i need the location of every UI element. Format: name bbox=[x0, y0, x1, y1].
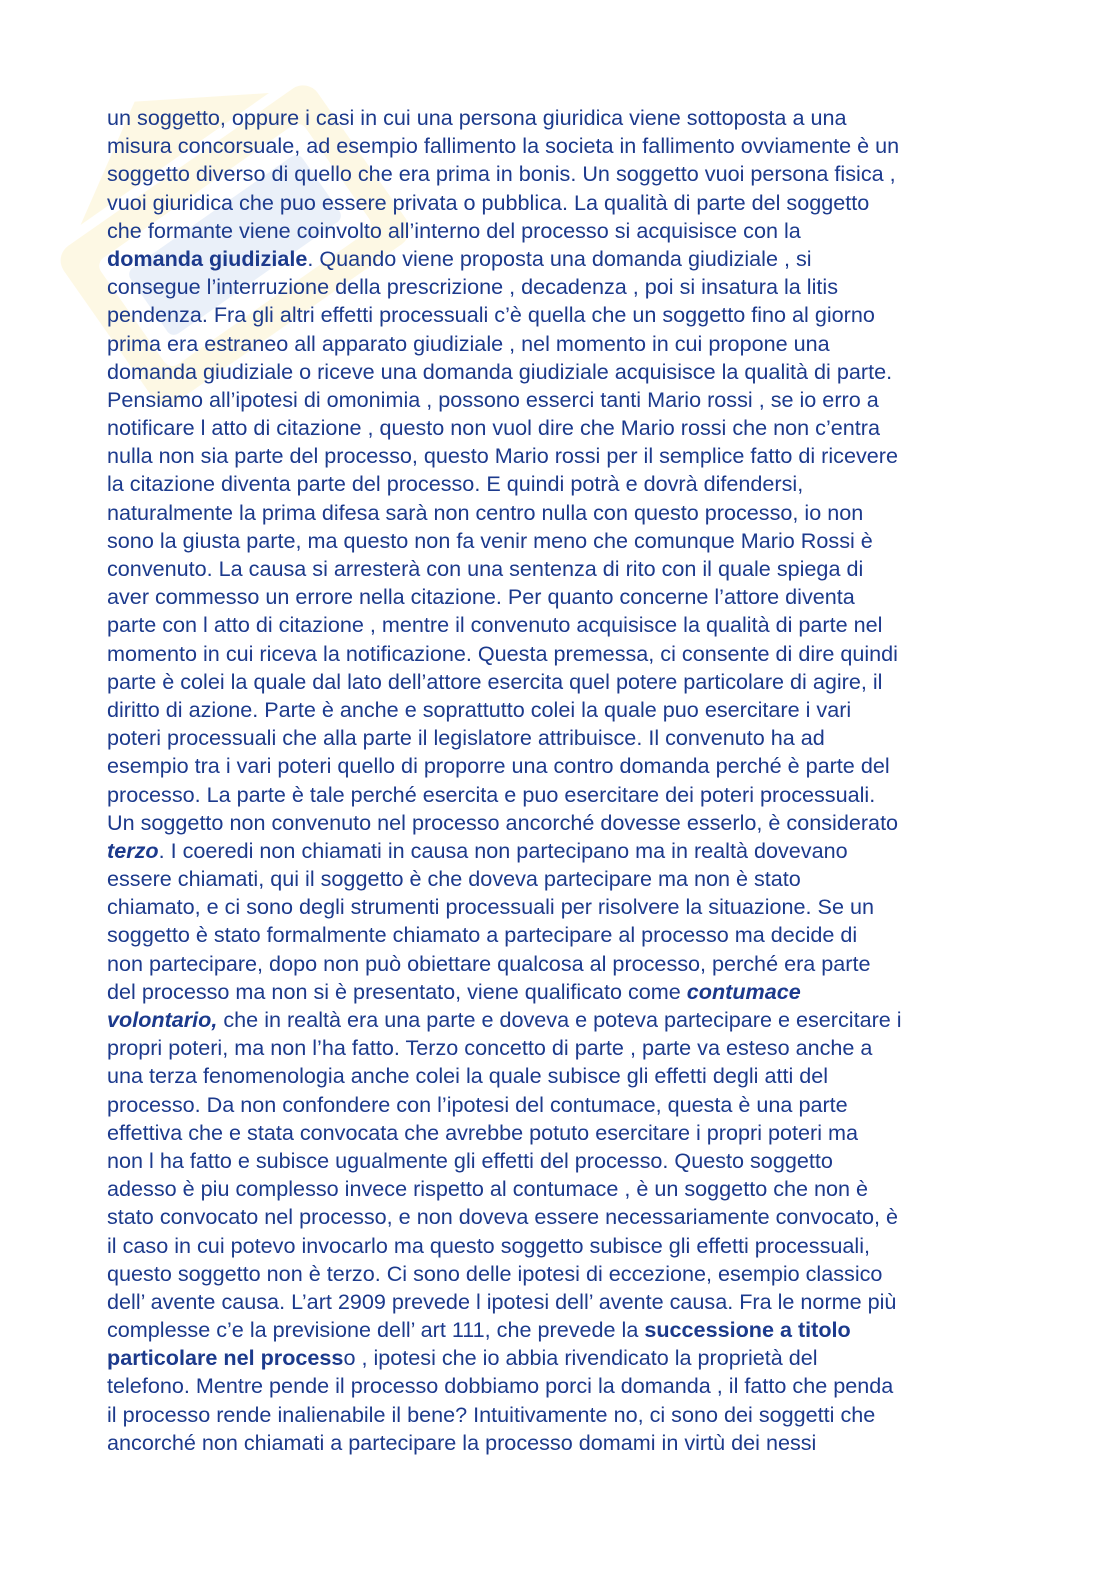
text-line bbox=[107, 640, 1017, 668]
text-line bbox=[107, 668, 1017, 696]
text-run: il processo rende inalienabile il bene? Intuitivamente no, ci sono dei soggetti che bbox=[107, 1401, 876, 1427]
text-line bbox=[107, 1372, 1017, 1400]
text-run: complesse c’e la previsione dell’ art 111, che prevede la bbox=[107, 1317, 645, 1343]
text-line bbox=[107, 1203, 1017, 1231]
text-line bbox=[107, 1401, 1017, 1429]
text-line bbox=[107, 499, 1017, 527]
text-run: un soggetto, oppure i casi in cui una persona giuridica viene sottoposta a una bbox=[107, 105, 847, 130]
text-line bbox=[107, 358, 1017, 386]
text-line bbox=[107, 301, 1017, 329]
text-line bbox=[107, 132, 1017, 160]
text-run: nulla non sia parte del processo, questo Mario rossi per il semplice fatto di ricevere bbox=[107, 443, 898, 469]
text-line bbox=[107, 865, 1017, 893]
text-run: essere chiamati, qui il soggetto è che doveva partecipare ma non è stato bbox=[107, 866, 801, 892]
text-line bbox=[107, 555, 1017, 583]
text-line bbox=[107, 583, 1017, 611]
text-run: del processo ma non si è presentato, viene qualificato come bbox=[107, 978, 687, 1004]
text-run: telefono. Mentre pende il processo dobbiamo porci la domanda , il fatto che penda bbox=[107, 1373, 894, 1399]
text-line bbox=[107, 1429, 1017, 1457]
text-run: domanda giudiziale o riceve una domanda giudiziale acquisisce la qualità di parte. bbox=[107, 358, 893, 384]
text-run: notificare l atto di citazione , questo non vuol dire che Mario rossi che non c’entra bbox=[107, 415, 880, 441]
text-run: effettiva che e stata convocata che avrebbe potuto esercitare i propri poteri ma bbox=[107, 1119, 859, 1145]
text-run: diritto di azione. Parte è anche e soprattutto colei la quale puo esercitare i vari bbox=[107, 696, 852, 722]
text-run: misura concorsuale, ad esempio fallimento la societa in fallimento ovviamente è un bbox=[107, 133, 900, 159]
text-line bbox=[107, 217, 1017, 245]
text-run: che in realtà era una parte e doveva e poteva partecipare e esercitare i bbox=[217, 1007, 902, 1032]
text-line bbox=[107, 1034, 1017, 1062]
text-line bbox=[107, 104, 1017, 132]
text-run: questo soggetto non è terzo. Ci sono delle ipotesi di eccezione, esempio classico bbox=[107, 1260, 883, 1286]
bold-term: domanda giudiziale bbox=[107, 245, 308, 271]
text-line bbox=[107, 950, 1017, 978]
text-run: parte è colei la quale dal lato dell’attore esercita quel potere particolare di agire, il bbox=[107, 668, 883, 694]
bold-term: successione a titolo bbox=[644, 1317, 851, 1343]
text-run: che formante viene coinvolto all’interno del processo si acquisisce con la bbox=[107, 217, 801, 243]
text-line bbox=[107, 978, 1017, 1006]
text-run: o , ipotesi che io abbia rivendicato la proprietà del bbox=[343, 1345, 818, 1371]
text-line bbox=[107, 245, 1017, 273]
text-run: parte con l atto di citazione , mentre il convenuto acquisisce la qualità di parte nel bbox=[107, 612, 883, 638]
text-line bbox=[107, 696, 1017, 724]
text-line bbox=[107, 414, 1017, 442]
text-run: prima era estraneo all apparato giudiziale , nel momento in cui propone una bbox=[107, 330, 830, 356]
text-line bbox=[107, 1175, 1017, 1203]
text-run: dell’ avente causa. L’art 2909 prevede l ipotesi dell’ avente causa. Fra le norme più bbox=[107, 1288, 897, 1314]
text-line bbox=[107, 921, 1017, 949]
text-line bbox=[107, 724, 1017, 752]
text-line bbox=[107, 1316, 1017, 1344]
text-run: soggetto diverso di quello che era prima in bonis. Un soggetto vuoi persona fisica , bbox=[107, 161, 896, 187]
text-line bbox=[107, 1006, 1017, 1034]
text-run: chiamato, e ci sono degli strumenti processuali per risolvere la situazione. Se un bbox=[107, 894, 874, 920]
text-run: soggetto è stato formalmente chiamato a partecipare al processo ma decide di bbox=[107, 922, 858, 948]
text-line bbox=[107, 1091, 1017, 1119]
text-run: processo. Da non confondere con l’ipotesi del contumace, questa è una parte bbox=[107, 1091, 848, 1117]
text-line bbox=[107, 1062, 1017, 1090]
text-run: esempio tra i vari poteri quello di proporre una contro domanda perché è parte del bbox=[107, 753, 890, 779]
text-run: Un soggetto non convenuto nel processo ancorché dovesse esserlo, è considerato bbox=[107, 809, 899, 835]
text-line bbox=[107, 160, 1017, 188]
text-run: non l ha fatto e subisce ugualmente gli effetti del processo. Questo soggetto bbox=[107, 1147, 833, 1173]
text-line bbox=[107, 470, 1017, 498]
text-run: adesso è piu complesso invece rispetto al contumace , è un soggetto che non è bbox=[107, 1176, 869, 1202]
text-run: non partecipare, dopo non può obiettare qualcosa al processo, perché era parte bbox=[107, 950, 871, 976]
text-line bbox=[107, 611, 1017, 639]
text-line bbox=[107, 1260, 1017, 1288]
text-line bbox=[107, 527, 1017, 555]
text-run: sono la giusta parte, ma questo non fa venir meno che comunque Mario Rossi è bbox=[107, 527, 873, 553]
text-line bbox=[107, 809, 1017, 837]
text-line bbox=[107, 752, 1017, 780]
text-run: convenuto. La causa si arresterà con una sentenza di rito con il quale spiega di bbox=[107, 556, 864, 581]
text-run: ancorché non chiamati a partecipare la processo domami in virtù dei nessi bbox=[107, 1429, 817, 1455]
text-run: poteri processuali che alla parte il legislatore attribuisce. Il convenuto ha ad bbox=[107, 725, 825, 751]
bold-term: particolare nel process bbox=[107, 1345, 344, 1371]
text-run: il caso in cui potevo invocarlo ma questo soggetto subisce gli effetti processuali, bbox=[107, 1232, 871, 1258]
bold-italic-term: terzo bbox=[107, 837, 159, 863]
text-line bbox=[107, 1232, 1017, 1260]
bold-italic-term: contumace bbox=[686, 978, 801, 1004]
text-line bbox=[107, 1147, 1017, 1175]
text-run: Pensiamo all’ipotesi di omonimia , possono esserci tanti Mario rossi , se io erro a bbox=[107, 386, 879, 412]
text-line bbox=[107, 273, 1017, 301]
text-line bbox=[107, 781, 1017, 809]
text-line bbox=[107, 893, 1017, 921]
text-line bbox=[107, 442, 1017, 470]
text-run: stato convocato nel processo, e non doveva essere necessariamente convocato, è bbox=[107, 1204, 899, 1230]
text-run: momento in cui riceva la notificazione. Questa premessa, ci consente di dire quindi bbox=[107, 640, 898, 666]
text-line bbox=[107, 1119, 1017, 1147]
text-line bbox=[107, 1344, 1017, 1372]
text-run: pendenza. Fra gli altri effetti processuali c’è quella che un soggetto fino al giorno bbox=[107, 302, 875, 328]
text-run: consegue l’interruzione della prescrizione , decadenza , poi si insatura la litis bbox=[107, 274, 838, 300]
text-run: processo. La parte è tale perché esercita e puo esercitare dei poteri processuali. bbox=[107, 781, 876, 807]
text-run: . Quando viene proposta una domanda giudiziale , si bbox=[307, 245, 812, 271]
text-line bbox=[107, 386, 1017, 414]
bold-italic-term: volontario, bbox=[107, 1007, 218, 1032]
text-line bbox=[107, 189, 1017, 217]
text-run: una terza fenomenologia anche colei la quale subisce gli effetti degli atti del bbox=[107, 1063, 829, 1089]
text-run: propri poteri, ma non l’ha fatto. Terzo concetto di parte , parte va esteso anche a bbox=[107, 1035, 873, 1061]
text-line bbox=[107, 1288, 1017, 1316]
text-run: aver commesso un errore nella citazione. Per quanto concerne l’attore diventa bbox=[107, 584, 855, 610]
text-run: vuoi giuridica che puo essere privata o pubblica. La qualità di parte del soggetto bbox=[107, 189, 870, 215]
text-run: . I coeredi non chiamati in causa non partecipano ma in realtà dovevano bbox=[158, 837, 848, 863]
text-run: naturalmente la prima difesa sarà non centro nulla con questo processo, io non bbox=[107, 499, 864, 525]
text-line bbox=[107, 837, 1017, 865]
text-run: la citazione diventa parte del processo. E quindi potrà e dovrà difendersi, bbox=[107, 471, 804, 497]
body-text bbox=[107, 104, 1017, 1457]
text-line bbox=[107, 330, 1017, 358]
